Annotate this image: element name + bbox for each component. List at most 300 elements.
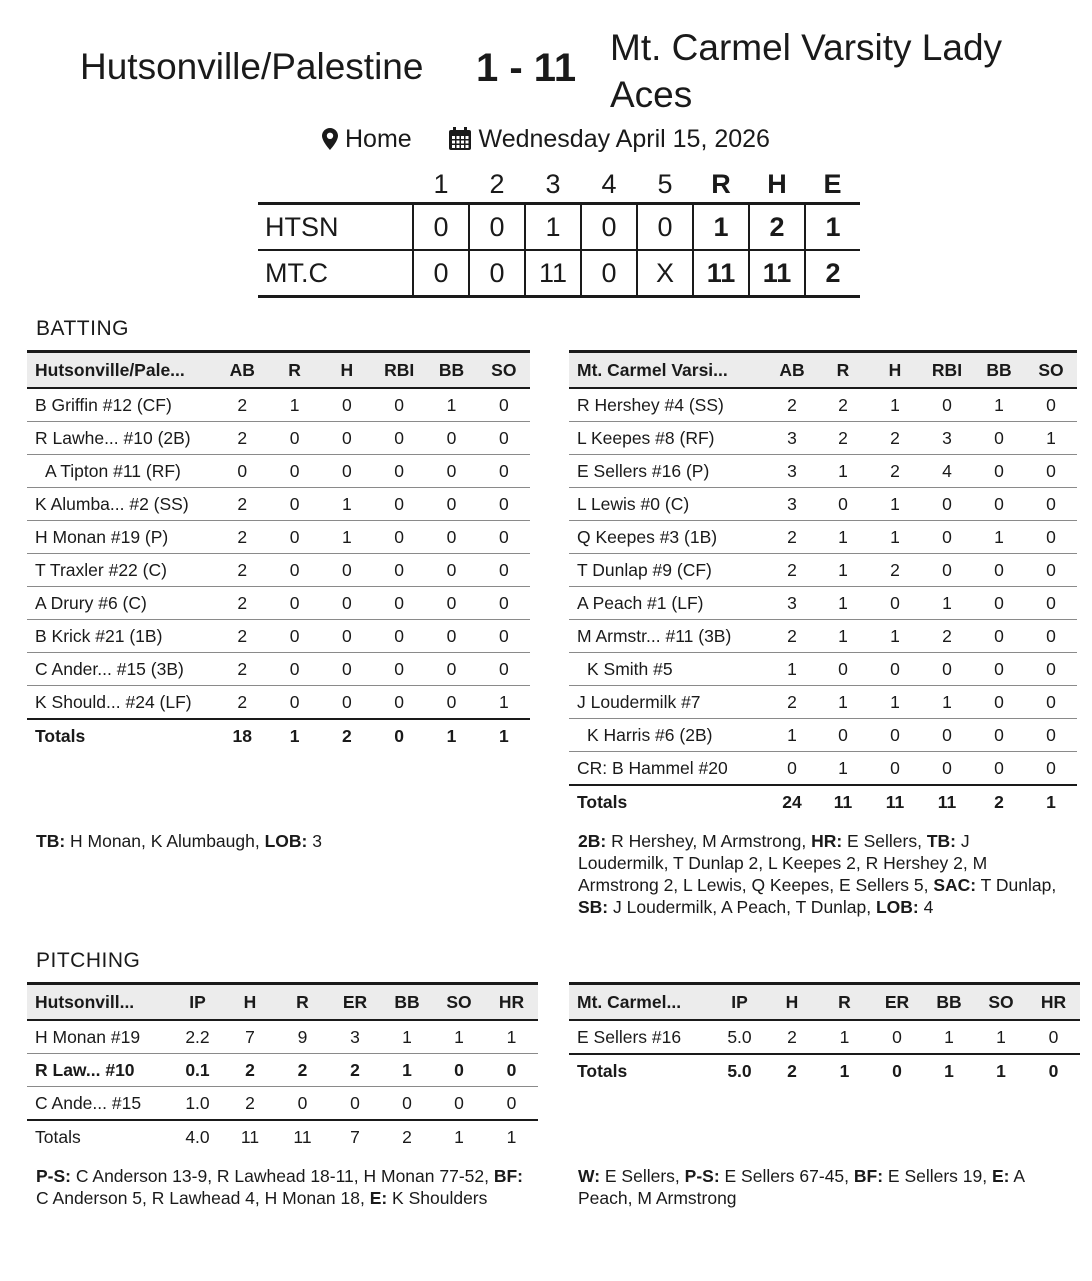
stat-value: 0 xyxy=(973,554,1025,587)
stat-column-header: SO xyxy=(433,984,485,1021)
stat-value: 2 xyxy=(216,653,268,686)
linescore-team: MT.C xyxy=(258,250,413,297)
stat-value: 1 xyxy=(767,719,817,752)
stat-value: 1 xyxy=(817,554,869,587)
stat-value: 0 xyxy=(1025,686,1077,719)
stat-value: 7 xyxy=(224,1020,276,1054)
stat-value: 5.0 xyxy=(713,1020,766,1054)
stat-value: 0 xyxy=(321,620,373,653)
hits-header: H xyxy=(767,168,787,199)
stat-value: 0 xyxy=(485,1054,538,1087)
stat-value: 0 xyxy=(321,455,373,488)
stat-value: 0 xyxy=(869,719,921,752)
stat-value: 0 xyxy=(1025,587,1077,620)
note-label: TB: xyxy=(926,831,956,851)
stat-column-header: BB xyxy=(381,984,433,1021)
totals-value: 1 xyxy=(268,719,320,752)
stat-value: 0 xyxy=(478,620,530,653)
stat-column-header: HR xyxy=(485,984,538,1021)
player-name: A Tipton #11 (RF) xyxy=(27,455,216,488)
inning-score: 0 xyxy=(637,204,693,251)
totals-value: 0 xyxy=(871,1054,923,1087)
home-pitching-table xyxy=(569,982,1080,1087)
stat-value: 1 xyxy=(975,1020,1027,1054)
totals-value: 1 xyxy=(425,719,477,752)
stat-column-header: R xyxy=(817,352,869,389)
stat-column-header: H xyxy=(766,984,818,1021)
stat-value: 1 xyxy=(478,686,530,720)
stat-column-header: AB xyxy=(216,352,268,389)
home-batting-notes xyxy=(578,830,1058,918)
stat-value: 0 xyxy=(268,455,320,488)
totals-value: 24 xyxy=(767,785,817,818)
stat-value: 0 xyxy=(321,653,373,686)
note-label: 2B: xyxy=(578,831,607,851)
inning-header: 5 xyxy=(657,168,673,199)
stat-value: 0 xyxy=(425,554,477,587)
player-row xyxy=(569,554,1077,587)
team-column-header: Hutsonvill... xyxy=(27,984,171,1021)
player-name: R Hershey #4 (SS) xyxy=(569,388,767,422)
stat-value: 1 xyxy=(485,1020,538,1054)
stat-value: 2 xyxy=(216,620,268,653)
stat-column-header: RBI xyxy=(921,352,973,389)
player-row xyxy=(569,422,1077,455)
stat-value: 0 xyxy=(381,1087,433,1121)
stat-value: 1 xyxy=(817,620,869,653)
totals-value: 18 xyxy=(216,719,268,752)
stat-value: 2 xyxy=(224,1087,276,1121)
note-label: HR: xyxy=(811,831,843,851)
stat-value: 1 xyxy=(817,686,869,719)
player-row xyxy=(569,455,1077,488)
stat-column-header: BB xyxy=(973,352,1025,389)
stat-column-header: R xyxy=(818,984,871,1021)
note-text: 3 xyxy=(307,831,322,851)
stat-value: 3 xyxy=(329,1020,381,1054)
home-team-name: Mt. Carmel Varsity Lady Aces xyxy=(610,27,1003,115)
stat-value: 1 xyxy=(1025,422,1077,455)
stat-value: 0 xyxy=(425,488,477,521)
player-row xyxy=(569,752,1077,786)
stat-column-header: R xyxy=(268,352,320,389)
player-row xyxy=(27,455,530,488)
totals-value: 11 xyxy=(869,785,921,818)
stat-value: 0 xyxy=(485,1087,538,1121)
stat-value: 0 xyxy=(1025,521,1077,554)
inning-score: 0 xyxy=(581,204,637,251)
stat-value: 2 xyxy=(869,554,921,587)
team-column-header: Mt. Carmel Varsi... xyxy=(569,352,767,389)
stat-value: 0 xyxy=(921,653,973,686)
inning-score: 0 xyxy=(413,250,469,297)
stat-column-header: SO xyxy=(478,352,530,389)
inning-score: 0 xyxy=(581,250,637,297)
player-row xyxy=(27,620,530,653)
stat-value: 1 xyxy=(767,653,817,686)
stat-value: 0 xyxy=(268,554,320,587)
stat-value: 0 xyxy=(268,488,320,521)
stat-value: 1 xyxy=(869,686,921,719)
stat-value: 0 xyxy=(871,1020,923,1054)
stat-value: 0 xyxy=(1025,653,1077,686)
stat-value: 0 xyxy=(373,422,425,455)
player-name: R Lawhe... #10 (2B) xyxy=(27,422,216,455)
home-batting-table xyxy=(569,350,1077,818)
stat-value: 2 xyxy=(766,1020,818,1054)
stat-value: 1 xyxy=(869,488,921,521)
note-label: TB: xyxy=(36,831,66,851)
game-meta xyxy=(0,124,1092,154)
stat-value: 0 xyxy=(425,455,477,488)
player-row xyxy=(27,521,530,554)
note-label: P-S: xyxy=(36,1166,71,1186)
totals-value: 11 xyxy=(817,785,869,818)
player-name: J Loudermilk #7 xyxy=(569,686,767,719)
totals-value: 2 xyxy=(321,719,373,752)
away-pitching-notes xyxy=(36,1165,526,1209)
stat-value: 0 xyxy=(973,488,1025,521)
stat-value: 1 xyxy=(433,1020,485,1054)
away-batting-notes xyxy=(36,830,526,852)
stat-value: 0 xyxy=(767,752,817,786)
stat-value: 0 xyxy=(268,521,320,554)
inning-score: X xyxy=(637,250,693,297)
stat-value: 2 xyxy=(817,388,869,422)
final-score: 1 - 11 xyxy=(476,46,577,90)
stat-column-header: ER xyxy=(329,984,381,1021)
inning-header: 2 xyxy=(489,168,505,199)
stat-value: 2 xyxy=(767,686,817,719)
note-text: C Anderson 13-9, R Lawhead 18-11, H Monan 77-52, xyxy=(71,1166,494,1186)
totals-value: 1 xyxy=(485,1120,538,1153)
stat-value: 0 xyxy=(1025,388,1077,422)
stat-value: 1 xyxy=(818,1020,871,1054)
totals-value: 2 xyxy=(766,1054,818,1087)
totals-value: 11 xyxy=(276,1120,329,1153)
errors-total: 2 xyxy=(805,250,860,297)
player-row xyxy=(569,620,1077,653)
stat-column-header: SO xyxy=(1025,352,1077,389)
stat-value: 0 xyxy=(973,719,1025,752)
stat-value: 2 xyxy=(216,488,268,521)
stat-value: 0 xyxy=(425,521,477,554)
note-text: E Sellers, xyxy=(842,831,927,851)
stat-value: 0 xyxy=(425,620,477,653)
totals-value: 11 xyxy=(921,785,973,818)
player-name: H Monan #19 xyxy=(27,1020,171,1054)
player-name: Q Keepes #3 (1B) xyxy=(569,521,767,554)
pitching-section-title: PITCHING xyxy=(36,949,141,972)
note-label: E: xyxy=(992,1166,1010,1186)
note-label: E: xyxy=(369,1188,388,1208)
stat-value: 4 xyxy=(921,455,973,488)
player-name: L Lewis #0 (C) xyxy=(569,488,767,521)
stat-value: 1.0 xyxy=(171,1087,224,1121)
player-name: K Alumba... #2 (SS) xyxy=(27,488,216,521)
stat-value: 3 xyxy=(767,455,817,488)
totals-label: Totals xyxy=(569,1054,713,1087)
stat-column-header: R xyxy=(276,984,329,1021)
player-name: C Ander... #15 (3B) xyxy=(27,653,216,686)
stat-value: 0 xyxy=(973,653,1025,686)
stat-value: 0.1 xyxy=(171,1054,224,1087)
inning-score: 11 xyxy=(525,250,581,297)
inning-score: 0 xyxy=(469,204,525,251)
hits-total: 2 xyxy=(749,204,805,251)
stat-value: 0 xyxy=(276,1087,329,1121)
player-row xyxy=(569,587,1077,620)
note-text: E Sellers 67-45, xyxy=(719,1166,854,1186)
stat-value: 2.2 xyxy=(171,1020,224,1054)
home-pitching-notes xyxy=(578,1165,1074,1209)
note-label: BF: xyxy=(493,1166,524,1186)
note-text: T Dunlap, xyxy=(976,875,1057,895)
player-row xyxy=(27,488,530,521)
stat-value: 2 xyxy=(216,554,268,587)
stat-value: 0 xyxy=(817,719,869,752)
inning-header: 3 xyxy=(545,168,561,199)
player-row xyxy=(569,388,1077,422)
player-row xyxy=(27,422,530,455)
player-name: A Peach #1 (LF) xyxy=(569,587,767,620)
player-row xyxy=(569,653,1077,686)
away-pitching-table xyxy=(27,982,538,1153)
stat-value: 1 xyxy=(817,752,869,786)
note-label: SAC: xyxy=(933,875,977,895)
stat-value: 0 xyxy=(433,1087,485,1121)
totals-value: 0 xyxy=(1027,1054,1080,1087)
note-text: E Sellers, xyxy=(600,1166,685,1186)
stat-value: 2 xyxy=(216,388,268,422)
linescore-row-away xyxy=(258,204,860,251)
player-name: B Krick #21 (1B) xyxy=(27,620,216,653)
note-label: W: xyxy=(578,1166,601,1186)
stat-value: 0 xyxy=(268,422,320,455)
errors-header: E xyxy=(823,168,842,199)
stat-value: 1 xyxy=(869,620,921,653)
totals-value: 5.0 xyxy=(713,1054,766,1087)
note-text: C Anderson 5, R Lawhead 4, H Monan 18, xyxy=(36,1188,370,1208)
player-row xyxy=(569,1020,1080,1054)
inning-score: 0 xyxy=(469,250,525,297)
stat-column-header: IP xyxy=(713,984,766,1021)
totals-label: Totals xyxy=(569,785,767,818)
stat-value: 0 xyxy=(321,686,373,720)
totals-value: 2 xyxy=(973,785,1025,818)
stat-value: 0 xyxy=(1025,488,1077,521)
note-label: LOB: xyxy=(264,831,308,851)
stat-value: 2 xyxy=(767,521,817,554)
stat-value: 1 xyxy=(817,455,869,488)
inning-score: 0 xyxy=(413,204,469,251)
inning-header: 1 xyxy=(433,168,449,199)
player-name: E Sellers #16 (P) xyxy=(569,455,767,488)
totals-value: 11 xyxy=(224,1120,276,1153)
stat-column-header: H xyxy=(869,352,921,389)
player-row xyxy=(569,686,1077,719)
stat-value: 2 xyxy=(216,686,268,720)
stat-value: 0 xyxy=(321,388,373,422)
stat-value: 0 xyxy=(478,653,530,686)
stat-value: 1 xyxy=(425,388,477,422)
note-label: P-S: xyxy=(684,1166,720,1186)
stat-value: 0 xyxy=(921,388,973,422)
stat-column-header: HR xyxy=(1027,984,1080,1021)
runs-header: R xyxy=(711,168,731,199)
player-name: R Law... #10 xyxy=(27,1054,171,1087)
stat-value: 0 xyxy=(425,587,477,620)
stat-value: 1 xyxy=(817,587,869,620)
stat-value: 0 xyxy=(921,488,973,521)
runs-total: 11 xyxy=(693,250,749,297)
stat-value: 1 xyxy=(973,388,1025,422)
player-row xyxy=(27,1020,538,1054)
stat-value: 0 xyxy=(425,422,477,455)
player-name: M Armstr... #11 (3B) xyxy=(569,620,767,653)
stat-value: 0 xyxy=(373,653,425,686)
note-text: E Sellers 19, xyxy=(883,1166,992,1186)
player-name: B Griffin #12 (CF) xyxy=(27,388,216,422)
player-name: CR: B Hammel #20 xyxy=(569,752,767,786)
game-location: Home xyxy=(345,124,412,153)
stat-value: 0 xyxy=(373,620,425,653)
player-row xyxy=(569,521,1077,554)
stat-value: 0 xyxy=(321,422,373,455)
stat-value: 0 xyxy=(973,587,1025,620)
calendar-icon xyxy=(448,127,472,151)
stat-value: 0 xyxy=(373,488,425,521)
totals-value: 1 xyxy=(478,719,530,752)
totals-row xyxy=(569,785,1077,818)
player-name: L Keepes #8 (RF) xyxy=(569,422,767,455)
stat-value: 0 xyxy=(373,521,425,554)
player-name: T Dunlap #9 (CF) xyxy=(569,554,767,587)
stat-value: 1 xyxy=(381,1054,433,1087)
stat-value: 0 xyxy=(478,488,530,521)
player-row xyxy=(27,388,530,422)
totals-value: 1 xyxy=(923,1054,975,1087)
stat-value: 0 xyxy=(373,587,425,620)
game-date: Wednesday April 15, 2026 xyxy=(478,124,770,153)
note-text: K Shoulders xyxy=(387,1188,488,1208)
stat-value: 1 xyxy=(321,521,373,554)
totals-value: 0 xyxy=(373,719,425,752)
player-name: K Harris #6 (2B) xyxy=(569,719,767,752)
stat-value: 0 xyxy=(478,554,530,587)
inning-header: 4 xyxy=(601,168,617,199)
stat-value: 0 xyxy=(329,1087,381,1121)
stat-value: 0 xyxy=(921,752,973,786)
stat-value: 0 xyxy=(478,521,530,554)
stat-value: 0 xyxy=(921,554,973,587)
stat-value: 0 xyxy=(268,620,320,653)
stat-value: 2 xyxy=(216,587,268,620)
stat-value: 0 xyxy=(478,422,530,455)
totals-row xyxy=(569,1054,1080,1087)
player-row xyxy=(569,488,1077,521)
stat-column-header: AB xyxy=(767,352,817,389)
hits-total: 11 xyxy=(749,250,805,297)
stat-value: 0 xyxy=(373,686,425,720)
stat-value: 0 xyxy=(869,653,921,686)
totals-row xyxy=(27,1120,538,1153)
stat-value: 2 xyxy=(767,554,817,587)
stat-value: 0 xyxy=(373,455,425,488)
stat-value: 2 xyxy=(767,388,817,422)
totals-label: Totals xyxy=(27,1120,171,1153)
stat-value: 1 xyxy=(921,686,973,719)
stat-value: 0 xyxy=(321,554,373,587)
player-name: H Monan #19 (P) xyxy=(27,521,216,554)
stat-value: 0 xyxy=(1025,719,1077,752)
stat-value: 0 xyxy=(973,686,1025,719)
errors-total: 1 xyxy=(805,204,860,251)
stat-value: 2 xyxy=(276,1054,329,1087)
totals-value: 7 xyxy=(329,1120,381,1153)
note-text: J Loudermilk, T Dunlap 2, L Keepes 2, R Hershey 2, M Armstrong 2, L Lewis, Q Keepes, E Sellers 5, xyxy=(578,831,988,895)
stat-column-header: H xyxy=(224,984,276,1021)
away-batting-table xyxy=(27,350,530,752)
player-name: K Smith #5 xyxy=(569,653,767,686)
player-name: C Ande... #15 xyxy=(27,1087,171,1121)
player-row xyxy=(27,1054,538,1087)
stat-column-header: BB xyxy=(923,984,975,1021)
stat-value: 0 xyxy=(478,455,530,488)
stat-value: 0 xyxy=(973,422,1025,455)
note-label: LOB: xyxy=(875,897,919,917)
player-row xyxy=(27,554,530,587)
player-name: K Should... #24 (LF) xyxy=(27,686,216,720)
stat-value: 1 xyxy=(817,521,869,554)
stat-value: 0 xyxy=(973,620,1025,653)
stat-value: 2 xyxy=(329,1054,381,1087)
stat-value: 0 xyxy=(373,388,425,422)
stat-value: 1 xyxy=(381,1020,433,1054)
stat-value: 1 xyxy=(973,521,1025,554)
stat-value: 3 xyxy=(767,422,817,455)
stat-value: 1 xyxy=(869,521,921,554)
stat-value: 0 xyxy=(921,719,973,752)
stat-value: 0 xyxy=(425,653,477,686)
linescore-team: HTSN xyxy=(258,204,413,251)
stat-value: 0 xyxy=(478,388,530,422)
stat-value: 2 xyxy=(921,620,973,653)
stat-value: 0 xyxy=(321,587,373,620)
stat-value: 3 xyxy=(767,488,817,521)
stat-value: 3 xyxy=(767,587,817,620)
stat-value: 0 xyxy=(921,521,973,554)
stat-value: 0 xyxy=(1025,554,1077,587)
note-text: A Peach, M Armstrong xyxy=(578,1166,1025,1208)
player-row xyxy=(27,653,530,686)
totals-value: 1 xyxy=(433,1120,485,1153)
stat-column-header: RBI xyxy=(373,352,425,389)
stat-value: 0 xyxy=(268,686,320,720)
stat-value: 1 xyxy=(923,1020,975,1054)
note-text: R Hershey, M Armstrong, xyxy=(606,831,812,851)
stat-value: 1 xyxy=(268,388,320,422)
linescore-row-home xyxy=(258,250,860,297)
stat-value: 2 xyxy=(817,422,869,455)
stat-value: 0 xyxy=(1027,1020,1080,1054)
stat-value: 2 xyxy=(224,1054,276,1087)
stat-value: 0 xyxy=(433,1054,485,1087)
player-row xyxy=(27,686,530,720)
stat-value: 0 xyxy=(973,752,1025,786)
stat-column-header: SO xyxy=(975,984,1027,1021)
totals-value: 4.0 xyxy=(171,1120,224,1153)
